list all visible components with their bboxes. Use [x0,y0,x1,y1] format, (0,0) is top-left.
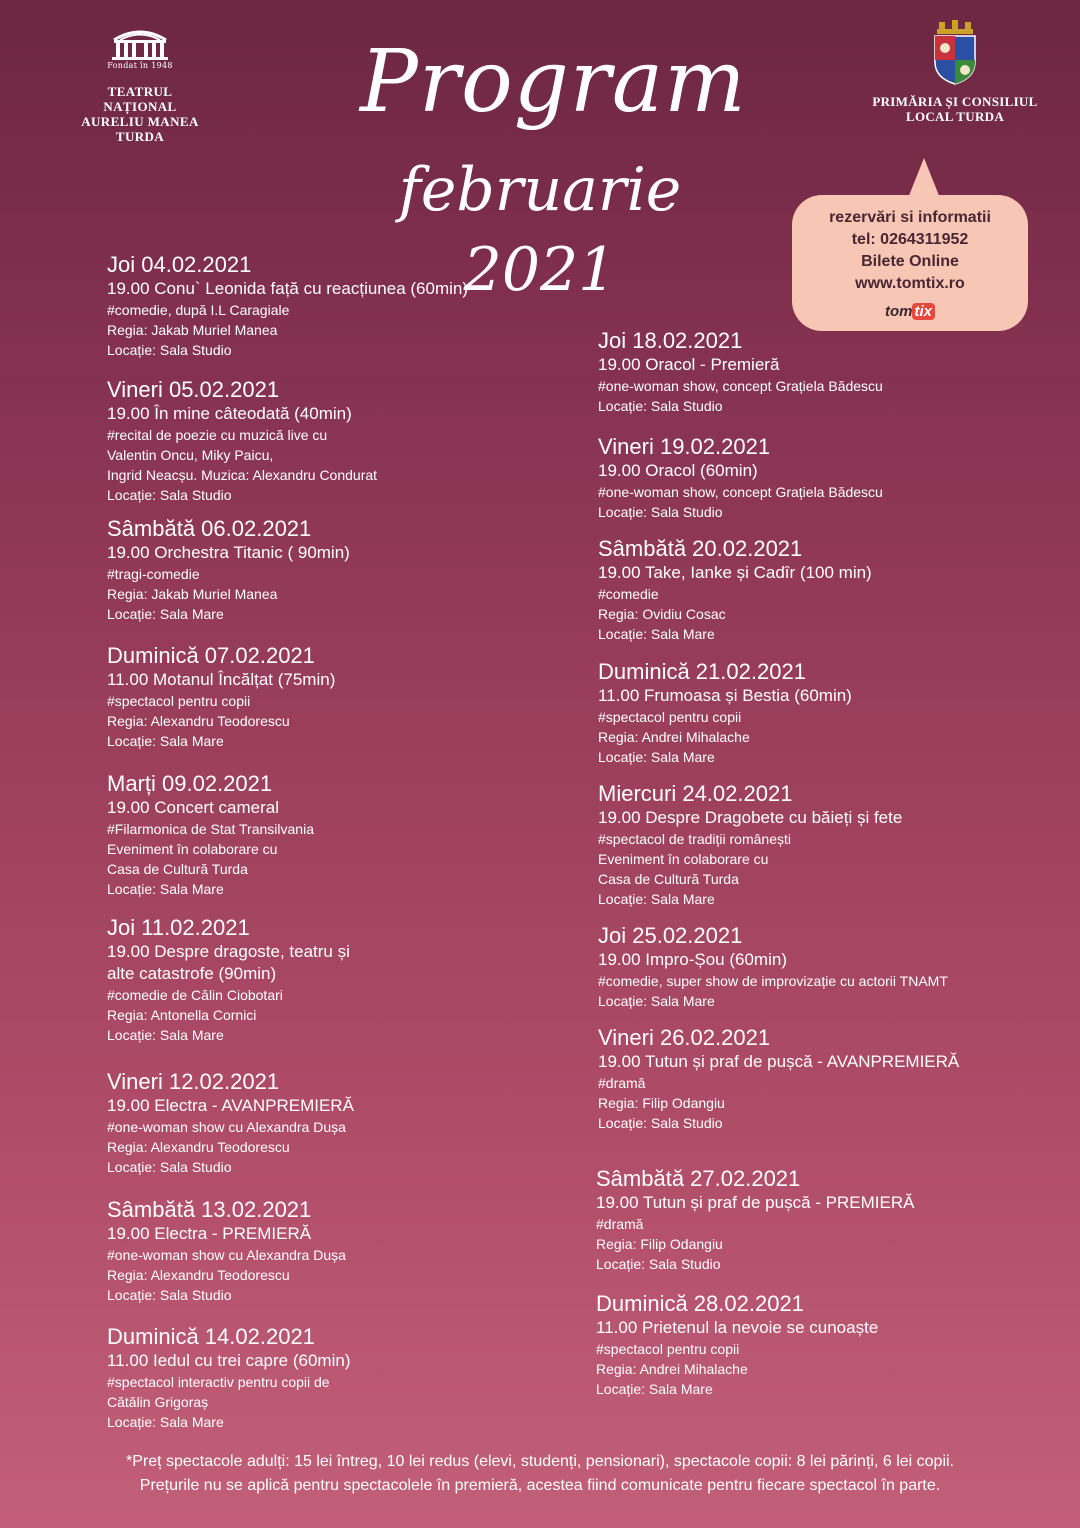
event-detail: Locație: Sala Mare [598,626,715,642]
event-show: 11.00 Motanul Încălțat (75min) [107,670,336,689]
event-date: Sâmbătă 27.02.2021 [596,1166,801,1191]
event-show-continued: alte catastrofe (90min) [107,964,277,983]
event-show: 19.00 Tutun și praf de pușcă - PREMIERĂ [596,1193,915,1212]
event-detail: Locație: Sala Mare [598,749,715,765]
event-detail: #comedie, super show de improvizație cu actorii TNAMT [598,973,948,989]
event-detail: Ingrid Neacșu. Muzica: Alexandru Condurat [107,467,378,483]
event-show: 11.00 Iedul cu trei capre (60min) [107,1351,351,1370]
event-date: Sâmbătă 06.02.2021 [107,516,312,541]
event-show: 19.00 Orchestra Titanic ( 90min) [107,543,350,562]
event-item [598,1025,1068,1133]
event-detail: Locație: Sala Studio [107,1287,232,1303]
event-detail: Locație: Sala Studio [107,1159,232,1175]
event-item [107,1069,577,1177]
price-note-line: Prețurile nu se aplică pentru spectacolele în premieră, acestea fiind comunicate pentru fiecare spectacol în parte. [139,1477,941,1494]
event-detail: #one-woman show, concept Grațiela Bădescu [598,484,883,500]
event-detail: Regia: Alexandru Teodorescu [107,1267,290,1283]
event-show: 19.00 Oracol (60min) [598,461,758,480]
event-date: Sâmbătă 20.02.2021 [598,536,803,561]
event-detail: Locație: Sala Studio [107,487,232,503]
event-detail: #comedie [598,586,659,602]
event-item [107,643,577,751]
event-detail: Locație: Sala Mare [107,881,224,897]
theatre-logo [70,26,210,144]
event-item [107,252,577,360]
event-show: 19.00 Take, Ianke și Cadîr (100 min) [598,563,872,582]
event-detail: Locație: Sala Studio [598,398,723,414]
event-detail: #comedie, după I.L Caragiale [107,302,290,318]
booking-website-link[interactable]: www.tomtix.ro [855,275,965,292]
event-date: Joi 18.02.2021 [598,328,743,353]
event-item [107,1324,577,1432]
event-detail: Regia: Alexandru Teodorescu [107,1139,290,1155]
founded-text: Fondat în 1948 [107,61,173,70]
page-title: Program [360,32,747,132]
event-detail: #tragi-comedie [107,566,200,582]
event-date: Vineri 19.02.2021 [598,434,771,459]
event-date: Miercuri 24.02.2021 [598,781,793,806]
event-detail: Locație: Sala Mare [107,1027,224,1043]
coat-of-arms-icon [931,20,979,86]
booking-info-bubble [792,195,1028,331]
event-date: Duminică 28.02.2021 [596,1291,804,1316]
event-detail: Regia: Antonella Cornici [107,1007,257,1023]
event-show: 11.00 Prietenul la nevoie se cunoaște [596,1318,879,1337]
event-detail: Locație: Sala Mare [596,1381,713,1397]
event-item [598,536,1068,644]
event-detail: Locație: Sala Mare [598,993,715,1009]
event-date: Duminică 21.02.2021 [598,659,806,684]
event-item [107,915,577,1045]
event-detail: Locație: Sala Mare [107,733,224,749]
event-detail: #spectacol interactiv pentru copii de [107,1374,330,1390]
event-detail: Eveniment în colaborare cu [598,851,769,867]
event-detail: Valentin Oncu, Miky Paicu, [107,447,274,463]
event-detail: #spectacol pentru copii [596,1341,740,1357]
event-show: 19.00 Oracol - Premieră [598,355,780,374]
event-show: 11.00 Frumoasa și Bestia (60min) [598,686,852,705]
event-detail: Locație: Sala Mare [107,606,224,622]
event-item [598,923,1068,1011]
event-detail: Regia: Alexandru Teodorescu [107,713,290,729]
event-detail: #recital de poezie cu muzică live cu [107,427,328,443]
event-show: 19.00 Despre Dragobete cu băieți și fete [598,808,903,827]
event-show: 19.00 Electra - AVANPREMIERĂ [107,1096,354,1115]
event-detail: Locație: Sala Mare [598,891,715,907]
price-note-line: *Preț spectacole adulți: 15 lei întreg, 10 lei redus (elevi, studenți, pensionari), spectacole copii: 8 lei părinți, 6 lei copii. [125,1453,954,1470]
event-date: Joi 25.02.2021 [598,923,743,948]
event-item [598,434,1068,522]
town-hall-logo [860,20,1050,124]
event-date: Vineri 12.02.2021 [107,1069,280,1094]
event-detail: #Filarmonica de Stat Transilvania [107,821,314,837]
event-item [598,328,1068,416]
event-date: Duminică 14.02.2021 [107,1324,315,1349]
event-item [598,659,1068,767]
event-date: Vineri 26.02.2021 [598,1025,771,1050]
event-detail: Regia: Filip Odangiu [596,1236,723,1252]
event-item [107,771,577,899]
event-detail: #dramă [596,1216,644,1232]
event-detail: Eveniment în colaborare cu [107,841,278,857]
event-detail: Locație: Sala Studio [596,1256,721,1272]
event-detail: #one-woman show cu Alexandra Dușa [107,1119,346,1135]
event-item [107,516,577,624]
booking-phone[interactable]: tel: 0264311952 [851,231,969,248]
event-date: Joi 04.02.2021 [107,252,252,277]
event-show: 19.00 Electra - PREMIERĂ [107,1224,312,1243]
event-detail: Regia: Andrei Mihalache [596,1361,748,1377]
booking-online-label: Bilete Online [861,253,959,270]
event-detail: #spectacol pentru copii [598,709,742,725]
tomtix-logo: tom tix [885,301,935,323]
event-detail: Locație: Sala Studio [107,342,232,358]
event-detail: Regia: Andrei Mihalache [598,729,750,745]
event-item [107,377,577,505]
booking-line-info: rezervări si informatii [829,209,991,226]
event-show: 19.00 Despre dragoste, teatru și [107,942,350,961]
speech-bubble-tail [908,158,940,198]
price-note [40,1450,1040,1498]
event-date: Marți 09.02.2021 [107,771,273,796]
event-detail: Regia: Ovidiu Cosac [598,606,726,622]
event-detail: #comedie de Călin Ciobotari [107,987,283,1003]
event-detail: Locație: Sala Mare [107,1414,224,1430]
event-detail: Locație: Sala Studio [598,504,723,520]
page-subtitle: februarie 2021 [398,155,682,305]
event-show: 19.00 Impro-Șou (60min) [598,950,787,969]
event-detail: Regia: Jakab Muriel Manea [107,586,278,602]
event-show: 19.00 Concert cameral [107,798,279,817]
event-show: 19.00 Tutun și praf de pușcă - AVANPREMIERĂ [598,1052,960,1071]
event-date: Joi 11.02.2021 [107,915,250,940]
event-show: 19.00 În mine câteodată (40min) [107,404,352,423]
event-detail: Regia: Filip Odangiu [598,1095,725,1111]
event-date: Vineri 05.02.2021 [107,377,280,402]
event-item [596,1291,1066,1399]
event-detail: Regia: Jakab Muriel Manea [107,322,278,338]
event-detail: Cătălin Grigoraș [107,1394,209,1410]
event-detail: #spectacol pentru copii [107,693,251,709]
event-date: Duminică 07.02.2021 [107,643,315,668]
event-detail: Locație: Sala Studio [598,1115,723,1131]
event-date: Sâmbătă 13.02.2021 [107,1197,312,1222]
event-detail: #one-woman show cu Alexandra Dușa [107,1247,346,1263]
event-item [107,1197,577,1305]
theatre-building-icon [110,26,170,60]
event-detail: #dramă [598,1075,646,1091]
event-detail: #one-woman show, concept Grațiela Bădescu [598,378,883,394]
event-detail: Casa de Cultură Turda [598,871,739,887]
theatre-name: TEATRUL NAȚIONAL AURELIU MANEA TURDA [81,84,199,144]
event-show: 19.00 Conu` Leonida față cu reacțiunea (60min) [107,279,469,298]
event-item [596,1166,1066,1274]
event-detail: Casa de Cultură Turda [107,861,248,877]
town-hall-name: PRIMĂRIA ȘI CONSILIUL LOCAL TURDA [872,94,1038,124]
event-detail: #spectacol de tradiții românești [598,831,791,847]
event-item [598,781,1068,909]
